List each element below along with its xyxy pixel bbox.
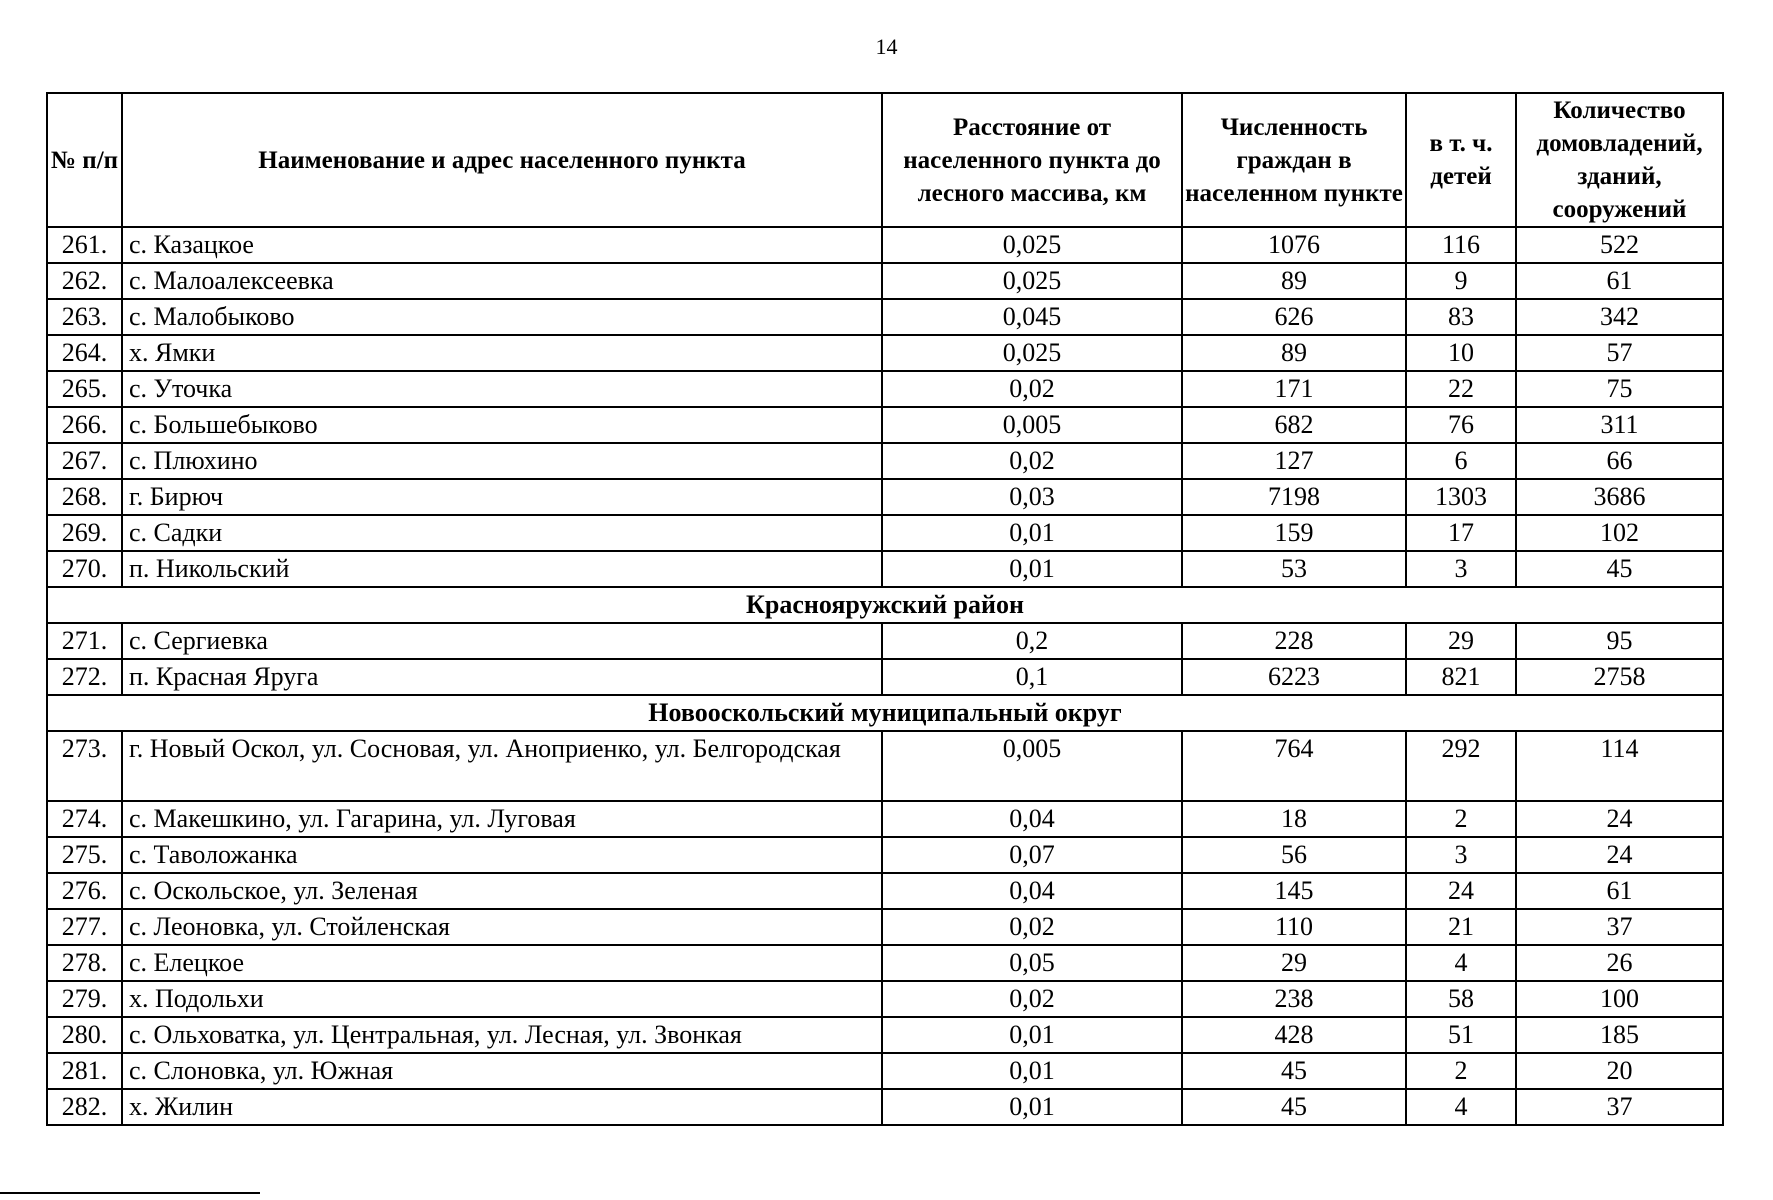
table-row bbox=[47, 909, 1723, 945]
row-number-cell: 279. bbox=[47, 981, 122, 1017]
settlement-name-cell: с. Большебыково bbox=[122, 407, 882, 443]
distance-cell: 0,005 bbox=[882, 407, 1182, 443]
buildings-cell: 522 bbox=[1516, 227, 1723, 263]
settlement-name-cell: х. Подольхи bbox=[122, 981, 882, 1017]
children-cell: 4 bbox=[1406, 945, 1516, 981]
table-row bbox=[47, 1089, 1723, 1125]
row-number-cell: 282. bbox=[47, 1089, 122, 1125]
distance-cell: 0,02 bbox=[882, 443, 1182, 479]
table-row bbox=[47, 801, 1723, 837]
buildings-cell: 57 bbox=[1516, 335, 1723, 371]
settlement-name-cell: с. Леоновка, ул. Стойленская bbox=[122, 909, 882, 945]
distance-cell: 0,01 bbox=[882, 1017, 1182, 1053]
settlement-name-cell: с. Плюхино bbox=[122, 443, 882, 479]
buildings-cell: 66 bbox=[1516, 443, 1723, 479]
settlement-name-cell: п. Красная Яруга bbox=[122, 659, 882, 695]
children-cell: 22 bbox=[1406, 371, 1516, 407]
table-row bbox=[47, 263, 1723, 299]
header-children: в т. ч. детей bbox=[1406, 93, 1516, 227]
distance-cell: 0,04 bbox=[882, 873, 1182, 909]
distance-cell: 0,07 bbox=[882, 837, 1182, 873]
section-title: Краснояружский район bbox=[47, 587, 1723, 623]
buildings-cell: 45 bbox=[1516, 551, 1723, 587]
population-cell: 7198 bbox=[1182, 479, 1406, 515]
buildings-cell: 3686 bbox=[1516, 479, 1723, 515]
distance-cell: 0,01 bbox=[882, 1053, 1182, 1089]
population-cell: 626 bbox=[1182, 299, 1406, 335]
buildings-cell: 24 bbox=[1516, 801, 1723, 837]
table-row bbox=[47, 623, 1723, 659]
population-cell: 45 bbox=[1182, 1053, 1406, 1089]
row-number-cell: 264. bbox=[47, 335, 122, 371]
children-cell: 58 bbox=[1406, 981, 1516, 1017]
buildings-cell: 102 bbox=[1516, 515, 1723, 551]
population-cell: 53 bbox=[1182, 551, 1406, 587]
children-cell: 292 bbox=[1406, 731, 1516, 801]
buildings-cell: 20 bbox=[1516, 1053, 1723, 1089]
buildings-cell: 311 bbox=[1516, 407, 1723, 443]
settlement-name-cell: г. Бирюч bbox=[122, 479, 882, 515]
population-cell: 228 bbox=[1182, 623, 1406, 659]
table-row bbox=[47, 873, 1723, 909]
population-cell: 238 bbox=[1182, 981, 1406, 1017]
children-cell: 3 bbox=[1406, 837, 1516, 873]
settlement-name-cell: х. Ямки bbox=[122, 335, 882, 371]
distance-cell: 0,1 bbox=[882, 659, 1182, 695]
table-row bbox=[47, 837, 1723, 873]
row-number-cell: 281. bbox=[47, 1053, 122, 1089]
buildings-cell: 37 bbox=[1516, 1089, 1723, 1125]
header-buildings: Количество домовладений, зданий, сооружений bbox=[1516, 93, 1723, 227]
settlement-name-cell: с. Сергиевка bbox=[122, 623, 882, 659]
settlement-name-cell: с. Слоновка, ул. Южная bbox=[122, 1053, 882, 1089]
children-cell: 29 bbox=[1406, 623, 1516, 659]
distance-cell: 0,2 bbox=[882, 623, 1182, 659]
settlement-name-cell: с. Малобыково bbox=[122, 299, 882, 335]
table-row bbox=[47, 299, 1723, 335]
footnote-rule bbox=[0, 1192, 260, 1194]
buildings-cell: 61 bbox=[1516, 873, 1723, 909]
buildings-cell: 24 bbox=[1516, 837, 1723, 873]
settlement-name-cell: с. Ольховатка, ул. Центральная, ул. Лесная, ул. Звонкая bbox=[122, 1017, 882, 1053]
population-cell: 45 bbox=[1182, 1089, 1406, 1125]
section-row bbox=[47, 587, 1723, 623]
row-number-cell: 262. bbox=[47, 263, 122, 299]
section-title: Новооскольский муниципальный округ bbox=[47, 695, 1723, 731]
buildings-cell: 185 bbox=[1516, 1017, 1723, 1053]
table-row bbox=[47, 731, 1723, 801]
table-row bbox=[47, 335, 1723, 371]
population-cell: 110 bbox=[1182, 909, 1406, 945]
population-cell: 18 bbox=[1182, 801, 1406, 837]
buildings-cell: 37 bbox=[1516, 909, 1723, 945]
population-cell: 145 bbox=[1182, 873, 1406, 909]
population-cell: 428 bbox=[1182, 1017, 1406, 1053]
settlement-name-cell: с. Казацкое bbox=[122, 227, 882, 263]
distance-cell: 0,05 bbox=[882, 945, 1182, 981]
children-cell: 17 bbox=[1406, 515, 1516, 551]
distance-cell: 0,02 bbox=[882, 981, 1182, 1017]
settlement-name-cell: с. Елецкое bbox=[122, 945, 882, 981]
distance-cell: 0,025 bbox=[882, 227, 1182, 263]
population-cell: 56 bbox=[1182, 837, 1406, 873]
row-number-cell: 280. bbox=[47, 1017, 122, 1053]
children-cell: 21 bbox=[1406, 909, 1516, 945]
header-name: Наименование и адрес населенного пункта bbox=[122, 93, 882, 227]
buildings-cell: 61 bbox=[1516, 263, 1723, 299]
settlement-name-cell: п. Никольский bbox=[122, 551, 882, 587]
children-cell: 24 bbox=[1406, 873, 1516, 909]
distance-cell: 0,045 bbox=[882, 299, 1182, 335]
buildings-cell: 75 bbox=[1516, 371, 1723, 407]
row-number-cell: 267. bbox=[47, 443, 122, 479]
settlement-name-cell: г. Новый Оскол, ул. Сосновая, ул. Аноприенко, ул. Белгородская bbox=[122, 731, 882, 801]
settlement-name-cell: х. Жилин bbox=[122, 1089, 882, 1125]
population-cell: 89 bbox=[1182, 263, 1406, 299]
distance-cell: 0,025 bbox=[882, 335, 1182, 371]
distance-cell: 0,02 bbox=[882, 909, 1182, 945]
table-row bbox=[47, 1017, 1723, 1053]
distance-cell: 0,04 bbox=[882, 801, 1182, 837]
header-num: № п/п bbox=[47, 93, 122, 227]
population-cell: 159 bbox=[1182, 515, 1406, 551]
row-number-cell: 276. bbox=[47, 873, 122, 909]
row-number-cell: 275. bbox=[47, 837, 122, 873]
row-number-cell: 278. bbox=[47, 945, 122, 981]
distance-cell: 0,025 bbox=[882, 263, 1182, 299]
population-cell: 682 bbox=[1182, 407, 1406, 443]
row-number-cell: 272. bbox=[47, 659, 122, 695]
settlement-name-cell: с. Таволожанка bbox=[122, 837, 882, 873]
settlements-table bbox=[46, 92, 1724, 1126]
settlement-name-cell: с. Оскольское, ул. Зеленая bbox=[122, 873, 882, 909]
children-cell: 83 bbox=[1406, 299, 1516, 335]
distance-cell: 0,03 bbox=[882, 479, 1182, 515]
buildings-cell: 26 bbox=[1516, 945, 1723, 981]
children-cell: 2 bbox=[1406, 1053, 1516, 1089]
table-row bbox=[47, 981, 1723, 1017]
buildings-cell: 2758 bbox=[1516, 659, 1723, 695]
population-cell: 127 bbox=[1182, 443, 1406, 479]
table-row bbox=[47, 407, 1723, 443]
settlement-name-cell: с. Малоалексеевка bbox=[122, 263, 882, 299]
population-cell: 29 bbox=[1182, 945, 1406, 981]
children-cell: 4 bbox=[1406, 1089, 1516, 1125]
children-cell: 10 bbox=[1406, 335, 1516, 371]
row-number-cell: 270. bbox=[47, 551, 122, 587]
children-cell: 51 bbox=[1406, 1017, 1516, 1053]
table-row bbox=[47, 1053, 1723, 1089]
buildings-cell: 342 bbox=[1516, 299, 1723, 335]
buildings-cell: 100 bbox=[1516, 981, 1723, 1017]
population-cell: 6223 bbox=[1182, 659, 1406, 695]
table-header-row bbox=[47, 93, 1723, 227]
settlement-name-cell: с. Садки bbox=[122, 515, 882, 551]
population-cell: 171 bbox=[1182, 371, 1406, 407]
row-number-cell: 266. bbox=[47, 407, 122, 443]
page-number: 14 bbox=[875, 34, 898, 59]
table-row bbox=[47, 515, 1723, 551]
distance-cell: 0,01 bbox=[882, 1089, 1182, 1125]
children-cell: 821 bbox=[1406, 659, 1516, 695]
distance-cell: 0,005 bbox=[882, 731, 1182, 801]
table-row bbox=[47, 551, 1723, 587]
children-cell: 76 bbox=[1406, 407, 1516, 443]
buildings-cell: 95 bbox=[1516, 623, 1723, 659]
population-cell: 1076 bbox=[1182, 227, 1406, 263]
row-number-cell: 263. bbox=[47, 299, 122, 335]
children-cell: 116 bbox=[1406, 227, 1516, 263]
table-row bbox=[47, 443, 1723, 479]
section-row bbox=[47, 695, 1723, 731]
row-number-cell: 269. bbox=[47, 515, 122, 551]
table-row bbox=[47, 659, 1723, 695]
row-number-cell: 273. bbox=[47, 731, 122, 801]
distance-cell: 0,01 bbox=[882, 515, 1182, 551]
table-row bbox=[47, 371, 1723, 407]
header-population: Численность граждан в населенном пункте bbox=[1182, 93, 1406, 227]
settlement-name-cell: с. Уточка bbox=[122, 371, 882, 407]
population-cell: 89 bbox=[1182, 335, 1406, 371]
table-row bbox=[47, 227, 1723, 263]
row-number-cell: 277. bbox=[47, 909, 122, 945]
children-cell: 1303 bbox=[1406, 479, 1516, 515]
children-cell: 9 bbox=[1406, 263, 1516, 299]
row-number-cell: 271. bbox=[47, 623, 122, 659]
row-number-cell: 265. bbox=[47, 371, 122, 407]
buildings-cell: 114 bbox=[1516, 731, 1723, 801]
header-distance: Расстояние от населенного пункта до лесного массива, км bbox=[882, 93, 1182, 227]
distance-cell: 0,01 bbox=[882, 551, 1182, 587]
row-number-cell: 261. bbox=[47, 227, 122, 263]
settlement-name-cell: с. Макешкино, ул. Гагарина, ул. Луговая bbox=[122, 801, 882, 837]
row-number-cell: 268. bbox=[47, 479, 122, 515]
table-row bbox=[47, 479, 1723, 515]
distance-cell: 0,02 bbox=[882, 371, 1182, 407]
population-cell: 764 bbox=[1182, 731, 1406, 801]
children-cell: 2 bbox=[1406, 801, 1516, 837]
row-number-cell: 274. bbox=[47, 801, 122, 837]
children-cell: 3 bbox=[1406, 551, 1516, 587]
table-body bbox=[47, 227, 1723, 1125]
table-row bbox=[47, 945, 1723, 981]
children-cell: 6 bbox=[1406, 443, 1516, 479]
